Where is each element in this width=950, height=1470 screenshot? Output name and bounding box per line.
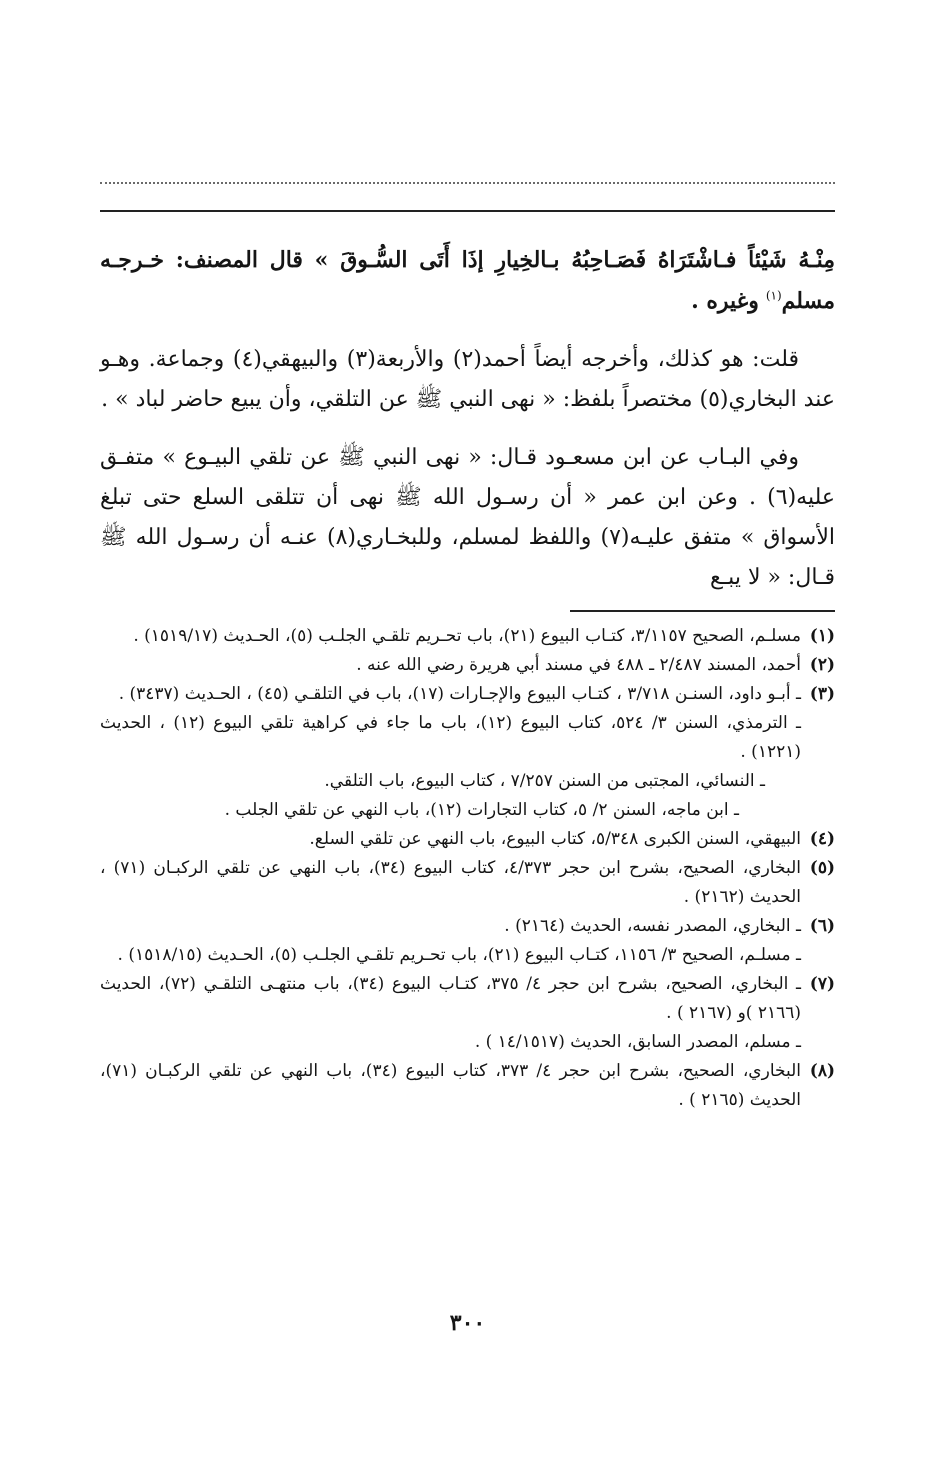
footnote-number: (٥) bbox=[809, 858, 835, 878]
footnote bbox=[100, 825, 835, 854]
paragraph-1-end: وغيره . bbox=[691, 288, 759, 314]
footnote bbox=[100, 651, 835, 680]
paragraph-2: قلت: هو كذلك، وأخرجه أيضاً أحمد(٢) والأربعة(٣) والبيهقي(٤) وجماعة. وهـو عند البخاري(٥) مختصراً بلفظ: « نهى النبي ﷺ عن التلقي، وأن يبيع حاضر لباد » . bbox=[100, 347, 835, 412]
footnote-text: أحمد، المسند ٢/٤٨٧ ـ ٤٨٨ في مسند أبي هريرة رضي الله عنه . bbox=[356, 655, 801, 675]
footnote-text: ـ مسلم، المصدر السابق، الحديث (١٤/١٥١٧ ) . bbox=[474, 1032, 801, 1052]
footnote-text: مسلـم، الصحيح ٣/١١٥٧، كتـاب البيوع (٢١)، باب تحـريم تلقـي الجلـب (٥)، الحـديث (١٥١٩/١٧) . bbox=[133, 626, 801, 646]
footnote-text: ـ الترمذي، السنن ٣/ ٥٢٤، كتاب البيوع (١٢)، باب ما جاء في كراهية تلقي البيوع (١٢) ، الحديث (١٢٢١) . bbox=[100, 713, 801, 762]
footnote-number: (١) bbox=[809, 626, 835, 646]
footnote-text: البخاري، الصحيح، بشرح ابن حجر ٤/ ٣٧٣، كتاب البيوع (٣٤)، باب النهي عن تلقي الركبـان (٧١)، الحديث (٢١٦٥ ) . bbox=[100, 1061, 802, 1110]
paragraph-1-text: مِنْـهُ شَيْئاً فـاشْتَرَاهُ فَصَـاحِبُهُ بـالخِيارِ إذَا أَتَى السُّـوقَ » قال المصنف: خـرجـه مسلم bbox=[100, 247, 835, 314]
header-rule bbox=[100, 210, 835, 212]
footnote-number: (٨) bbox=[809, 1061, 835, 1081]
footnote bbox=[100, 912, 835, 941]
paragraph-1 bbox=[100, 240, 835, 322]
book-page bbox=[100, 170, 835, 1470]
footnote-text: ـ البخاري، المصدر نفسه، الحديث (٢١٦٤) . bbox=[504, 916, 801, 936]
footnote-text: البيهقي، السنن الكبرى ٥/٣٤٨، كتاب البيوع، باب النهي عن تلقي السلع. bbox=[309, 829, 801, 849]
footnote-text: ـ أبـو داود، السنـن ٣/٧١٨ ، كتـاب البيوع والإجـارات (١٧)، باب في التلقـي (٤٥) ، الحـديث (٣٤٣٧) . bbox=[118, 684, 801, 704]
footnote bbox=[100, 709, 835, 767]
footnote-text: ـ النسائي، المجتبى من السنن ٧/٢٥٧ ، كتاب البيوع، باب التلقي. bbox=[324, 771, 765, 791]
paragraph-3: وفي البـاب عن ابن مسعـود قـال: « نهى النبي ﷺ عن تلقي البيـوع » متفـق عليه(٦) . وعن ابن عمر « أن رسـول الله ﷺ نهى أن تتلقى السلع حتى تبلغ الأسواق » متفق عليـه(٧) واللفظ لمسلم، وللبخـاري(٨) عنـه أن رسـول الله ﷺ قـال: « لا يبـع bbox=[100, 445, 835, 590]
footnote-text: البخاري، الصحيح، بشرح ابن حجر ٤/٣٧٣، كتاب البيوع (٣٤)، باب النهي عن تلقي الركبـان (٧١) ، الحديث (٢١٦٢) . bbox=[100, 858, 801, 907]
footnote-text: ـ البخاري، الصحيح، بشرح ابن حجر ٤/ ٣٧٥، كتـاب البيوع (٣٤)، باب منتهـى التلقـي (٧٢)، الحديث (٢١٦٦ )و (٢١٦٧ ) . bbox=[100, 974, 801, 1023]
footnote-number: (٤) bbox=[809, 829, 835, 849]
footnote bbox=[100, 767, 835, 796]
footnote-number: (٦) bbox=[809, 916, 835, 936]
main-text bbox=[100, 240, 835, 616]
footnote bbox=[100, 622, 835, 651]
footnote-number: (٢) bbox=[809, 655, 835, 675]
footnotes bbox=[100, 622, 835, 1115]
footnote bbox=[100, 941, 835, 970]
page-number: ٣٠٠ bbox=[449, 1310, 486, 1336]
footnote bbox=[100, 1028, 835, 1057]
footnote bbox=[100, 1057, 835, 1115]
footnote-number: (٧) bbox=[809, 974, 835, 994]
footnote bbox=[100, 796, 835, 825]
dotted-divider bbox=[100, 182, 835, 184]
footnote bbox=[100, 854, 835, 912]
footnote-divider bbox=[570, 610, 835, 612]
footnote bbox=[100, 680, 835, 709]
footnote-ref-1: (١) bbox=[765, 288, 782, 303]
footnote-text: ـ مسلـم، الصحيح ٣/ ١١٥٦، كتـاب البيوع (٢١)، باب تحـريم تلقـي الجلـب (٥)، الحـديث (١٥١٨/١٥) . bbox=[117, 945, 801, 965]
footnote bbox=[100, 970, 835, 1028]
footnote-number: (٣) bbox=[809, 684, 835, 704]
footnote-text: ـ ابن ماجه، السنن ٢/ ٥، كتاب التجارات (١٢)، باب النهي عن تلقي الجلب . bbox=[224, 800, 739, 820]
